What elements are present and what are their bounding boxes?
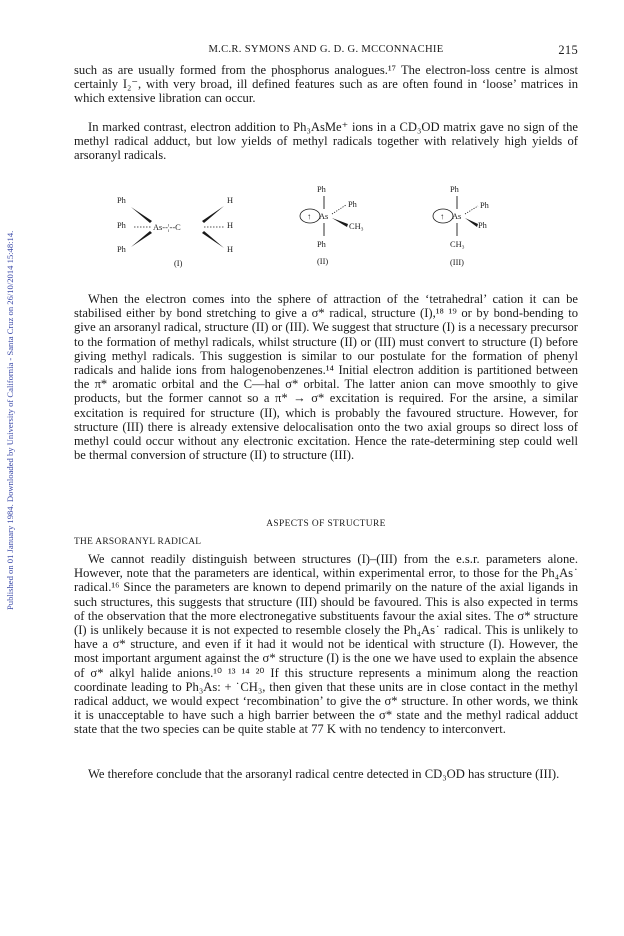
s1-ph-bot: Ph — [117, 245, 126, 254]
s3-ph-top: Ph — [450, 185, 459, 194]
s1-wedge-bot-left — [131, 231, 152, 247]
s3-bond-hashed — [465, 206, 478, 214]
s1-h-top: H — [227, 196, 234, 205]
s2-charge: ↑ — [307, 212, 312, 221]
structures-svg — [74, 172, 578, 282]
page-number: 215 — [558, 43, 578, 57]
paragraph-3-text: When the electron comes into the sphere of attraction of the ‘tetrahedral’ cation it can be stabilised either by bond stretching to give a σ* radical, structure (I),¹⁸ ¹⁹ or by bond-bending to give an arsoranyl radical, structure (II) or (III). We suggest that structure (I) is a necessary precursor to the formation of methyl radicals, whilst structure (II) or (III) must convert to structure (I) before giving methyl radicals. This suggestion is similar to our postulate for the formation of phenyl radicals and halide ions from halogenobenzenes.¹⁴ Initial electron addition is partitioned between the π* aromatic orbital and the C—hal σ* orbital. The latter anion can move smoothly to give products, but the former cannot so a π* → σ* excitation is required. For the arsine, a similar excitation is required for structure (II), which is probably the favoured structure. However, for structure (III) there is already extensive delocalisation onto the two axial groups so direct loss of methyl could occur without any electronic excitation. Hence the rate-determining step could well be thermal conversion of structure (II) to structure (III). — [74, 292, 578, 463]
paragraph-1-text: such as are usually formed from the phosphorus analogues.¹⁷ The electron-loss centre is almost certainly I₂⁻, with very broad, ill defined features such as are often found in ‘loose’ matrices in which extensive libration can occur. — [74, 63, 578, 106]
s2-as: As — [319, 212, 329, 221]
s2-bond-hashed — [332, 205, 346, 214]
s3-as: As — [452, 212, 462, 221]
s2-wedge — [332, 218, 348, 227]
structure-1 — [117, 196, 233, 268]
paragraph-4-text: We cannot readily distinguish between structures (I)–(III) from the e.s.r. parameters alone. However, note that the parameters are identical, within experimental error, to those for the Ph₄As˙ radical.¹⁶ Since the parameters are known to depend primarily on the nature of the axial ligands in such structures, this suggests that structure (III) should be favoured. This is also expected in terms of the observation that the more electronegative substituents favour the axial sites. The σ* structure (I) is unlikely because it is not expected to resemble closely the Ph₄As˙ radical. This is unlikely to have a σ* structure, and even if it had it would not be identical with structure (I). However, the most important argument against the σ* structure (I) is the one we have used to explain the absence of σ* alkyl halide anions.¹⁰ ¹³ ¹⁴ ²⁰ If this structure represents a minimum along the reaction coordinate leading to Ph₃As: + ˙CH₃, then given that these units are in close contact in the methyl radical adduct, we would expect ‘recombination’ to give the σ* structure. In other words, we think it is unacceptable to have such a high barrier between the σ* state and the methyl radical adduct state that the two species can be quite stable at 77 K with no tendency to interconvert. — [74, 552, 578, 737]
s1-h-mid: H — [227, 221, 234, 230]
s2-ph-top: Ph — [317, 185, 326, 194]
s1-wedge-top-right — [202, 206, 224, 223]
paragraph-3 — [74, 292, 578, 462]
s1-label: (I) — [174, 259, 183, 268]
s3-ph-right-top: Ph — [480, 201, 489, 210]
paragraph-2 — [74, 120, 578, 163]
structure-2 — [300, 185, 364, 266]
s1-ph-top: Ph — [117, 196, 126, 205]
s2-ch3: CH₃ — [349, 222, 364, 231]
s1-wedge-top-left — [131, 207, 152, 223]
s3-ch3: CH₃ — [450, 240, 465, 249]
download-stamp: Published on 01 January 1984. Downloaded by University of California - Santa Cruz on 26/10/2014 15:48:14. — [5, 230, 15, 610]
s3-ph-right: Ph — [478, 221, 487, 230]
paragraph-5-text: We therefore conclude that the arsoranyl radical centre detected in CD₃OD has structure (III). — [88, 767, 560, 781]
page-header — [74, 44, 578, 58]
s3-charge: ↑ — [440, 212, 445, 221]
chemical-structures — [74, 172, 578, 282]
s1-ph-mid: Ph — [117, 221, 126, 230]
s1-center: As--¦--C — [153, 223, 181, 232]
s1-wedge-bot-right — [202, 231, 224, 248]
s1-h-bot: H — [227, 245, 234, 254]
s3-wedge — [465, 218, 478, 227]
structure-3 — [433, 185, 490, 267]
s2-label: (II) — [317, 257, 329, 266]
paragraph-4 — [74, 552, 578, 737]
s3-label: (III) — [450, 258, 464, 267]
subsection-title: THE ARSORANYL RADICAL — [74, 537, 202, 547]
s2-ph-right: Ph — [348, 200, 357, 209]
paragraph-2-text: In marked contrast, electron addition to Ph₃AsMe⁺ ions in a CD₃OD matrix gave no sign of the methyl radical adduct, but low yields of methyl radicals together with relatively high yields of arsoranyl radicals. — [74, 120, 578, 163]
section-title: ASPECTS OF STRUCTURE — [266, 519, 386, 529]
running-title: M.C.R. SYMONS AND G. D. G. MCCONNACHIE — [208, 44, 444, 55]
paragraph-5 — [74, 767, 578, 781]
paragraph-1 — [74, 63, 578, 106]
s2-ph-bot: Ph — [317, 240, 326, 249]
